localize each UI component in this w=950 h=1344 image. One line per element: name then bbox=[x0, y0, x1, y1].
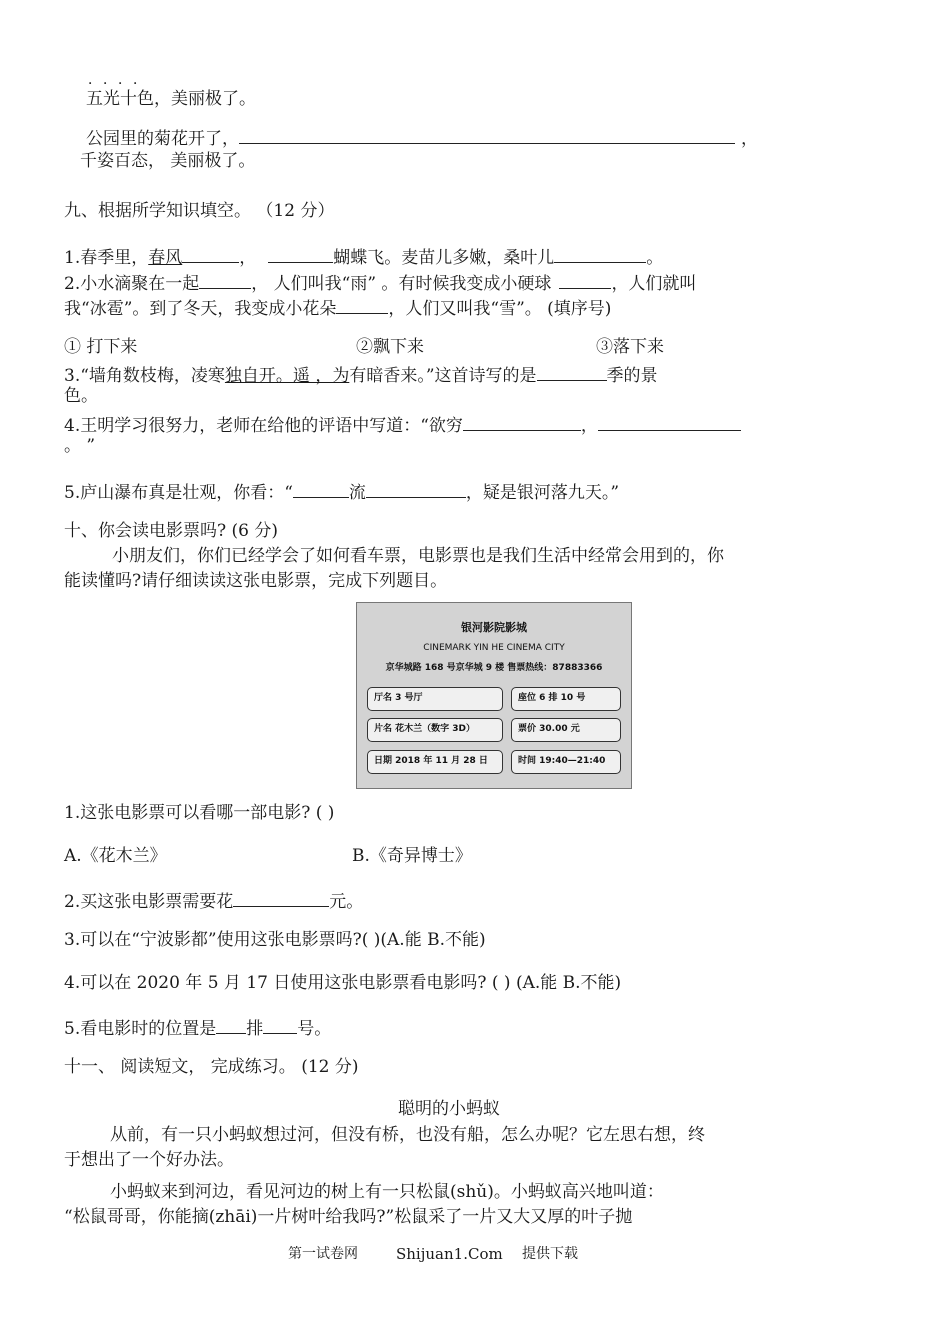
question-text: 2.买这张电影票需要花 bbox=[64, 891, 234, 912]
answer-blank[interactable] bbox=[233, 888, 329, 907]
option-b: B.《奇异博士》 bbox=[352, 846, 472, 866]
intro-text: 小朋友们，你们已经学会了如何看车票，电影票也是我们生活中经常会用到的，你 bbox=[112, 546, 724, 566]
question-text: 4.王明学习很努力，老师在给他的评语中写道：“欲穷 bbox=[64, 415, 463, 436]
question-text: ， 人们叫我“雨” 。有时候我变成小硬球 bbox=[251, 273, 552, 294]
answer-blank[interactable] bbox=[559, 270, 611, 289]
question-text: 排 bbox=[246, 1018, 264, 1039]
section-heading: 十、你会读电影票吗? (6 分) bbox=[64, 521, 279, 541]
footer-site-url[interactable]: Shijuan1.Com bbox=[396, 1245, 503, 1263]
question-text: 。 ” bbox=[64, 436, 96, 456]
question-text: 5.看电影时的位置是 bbox=[64, 1018, 217, 1039]
question-text: 元。 bbox=[329, 891, 364, 912]
question-text: 流 bbox=[348, 482, 366, 503]
question-text: 5.庐山瀑布真是壮观，你看：“ bbox=[64, 482, 293, 503]
option-3: ③落下来 bbox=[596, 337, 664, 357]
question-text: 有暗香来。”这首诗写的是 bbox=[349, 365, 537, 386]
question-text: 我“冰雹”。到了冬天，我变成小花朵 bbox=[64, 298, 337, 319]
question-text: 4.可以在 2020 年 5 月 17 日使用这张电影票看电影吗? ( ) (A.能 B.不能) bbox=[64, 973, 622, 993]
ticket-seat: 座位 6 排 10 号 bbox=[511, 687, 621, 711]
passage-line: “松鼠哥哥，你能摘(zhāi)一片树叶给我吗?”松鼠采了一片又大又厚的叶子抛 bbox=[64, 1207, 633, 1227]
question-line bbox=[64, 412, 741, 436]
sentence-line: 五光十色，美丽极了。 bbox=[86, 89, 256, 109]
passage-title: 聪明的小蚂蚁 bbox=[398, 1099, 500, 1119]
underlined-word: 春风 bbox=[148, 247, 183, 268]
ticket-cinema-name: 银河影院影城 bbox=[461, 621, 527, 634]
movie-ticket-image bbox=[356, 602, 632, 789]
option-a: A.《花木兰》 bbox=[64, 846, 167, 866]
question-line bbox=[64, 270, 696, 294]
ticket-address: 京华城路 168 号京华城 9 楼 售票热线：87883366 bbox=[385, 663, 603, 673]
footer-site-name: 第一试卷网 bbox=[288, 1246, 358, 1262]
section-heading: 九、根据所学知识填空。 （12 分） bbox=[64, 201, 335, 221]
question-text: 1.春季里， bbox=[64, 247, 149, 268]
answer-blank[interactable] bbox=[199, 270, 251, 289]
question-text: 1.这张电影票可以看哪一部电影? ( ) bbox=[64, 803, 335, 823]
question-line bbox=[64, 888, 363, 912]
ticket-film: 片名 花木兰（数字 3D） bbox=[367, 718, 503, 742]
question-line bbox=[64, 244, 663, 268]
answer-blank[interactable] bbox=[263, 1015, 297, 1034]
answer-blank[interactable] bbox=[268, 244, 333, 263]
question-line bbox=[64, 1015, 331, 1039]
question-line bbox=[64, 362, 658, 386]
underlined-phrase: 独自开。遥 ，为 bbox=[224, 365, 350, 386]
question-text: ，人们就叫 bbox=[611, 273, 697, 294]
answer-blank[interactable] bbox=[293, 479, 349, 498]
answer-blank[interactable] bbox=[598, 412, 741, 431]
sentence-fill-line bbox=[86, 125, 758, 149]
question-text: ， bbox=[239, 247, 257, 268]
question-text: 3.可以在“宁波影都”使用这张电影票吗?( )(A.能 B.不能) bbox=[64, 930, 486, 950]
question-text: 季的景 bbox=[606, 365, 658, 386]
ticket-time: 时间 19:40—21:40 bbox=[511, 750, 621, 774]
intro-text: 能读懂吗?请仔细读读这张电影票，完成下列题目。 bbox=[64, 571, 448, 591]
answer-blank[interactable] bbox=[182, 244, 239, 263]
sentence-text: ， bbox=[741, 128, 758, 149]
passage-line: 小蚂蚁来到河边，看见河边的树上有一只松鼠(shǔ)。小蚂蚁高兴地叫道： bbox=[110, 1182, 664, 1202]
question-text: 2.小水滴聚在一起 bbox=[64, 273, 200, 294]
question-text: 色。 bbox=[64, 386, 98, 406]
answer-blank[interactable] bbox=[216, 1015, 246, 1034]
ticket-cinema-english: CINEMARK YIN HE CINEMA CITY bbox=[423, 643, 565, 653]
answer-blank[interactable] bbox=[537, 362, 607, 381]
passage-line: 于想出了一个好办法。 bbox=[64, 1150, 234, 1170]
ticket-price: 票价 30.00 元 bbox=[511, 718, 621, 742]
answer-blank[interactable] bbox=[366, 479, 466, 498]
ticket-hall: 厅名 3 号厅 bbox=[367, 687, 503, 711]
question-text: 3.“墙角数枝梅，凌寒 bbox=[64, 365, 225, 386]
question-line bbox=[64, 479, 619, 503]
answer-blank[interactable] bbox=[463, 412, 581, 431]
option-2: ②飘下来 bbox=[356, 337, 424, 357]
ticket-date: 日期 2018 年 11 月 28 日 bbox=[367, 750, 503, 774]
question-text: 蝴蝶飞。麦苗儿多嫩，桑叶儿 bbox=[333, 247, 555, 268]
section-heading: 十一、 阅读短文， 完成练习。 (12 分) bbox=[64, 1057, 359, 1077]
answer-blank[interactable] bbox=[336, 295, 388, 314]
question-text: ， bbox=[580, 415, 598, 436]
question-text: 号。 bbox=[297, 1018, 332, 1039]
question-text: ，人们又叫我“雪”。 (填序号) bbox=[388, 298, 612, 319]
sentence-line: 千姿百态， 美丽极了。 bbox=[80, 151, 256, 171]
answer-blank[interactable] bbox=[554, 244, 646, 263]
question-text: ，疑是银河落九天。” bbox=[465, 482, 620, 503]
sentence-text: 公园里的菊花开了， bbox=[86, 128, 239, 149]
emphasis-dots: ．．．． bbox=[88, 72, 155, 88]
question-text: 。 bbox=[646, 247, 664, 268]
option-1: ① 打下来 bbox=[64, 337, 138, 357]
question-line bbox=[64, 295, 611, 319]
passage-line: 从前，有一只小蚂蚁想过河，但没有桥，也没有船，怎么办呢？它左思右想，终 bbox=[110, 1125, 705, 1145]
answer-blank[interactable] bbox=[239, 125, 735, 144]
footer-download-text: 提供下载 bbox=[522, 1246, 578, 1262]
